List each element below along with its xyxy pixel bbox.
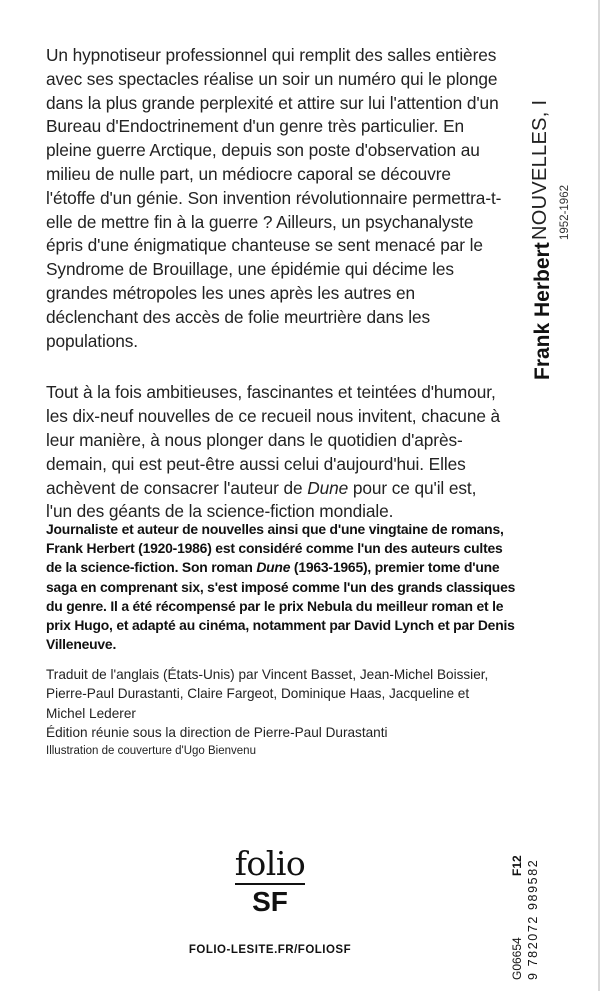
price-code: F12	[510, 855, 524, 876]
barcode-block	[508, 845, 568, 980]
synopsis-paragraph-1: Un hypnotiseur professionnel qui remplit des salles entières avec ses spectacles réalise un soir un numéro qui le plonge dans la plus grande perplexité et attire sur lui l'attention d'un Bureau d'Endoctrinement d'un genre très particulier. En pleine guerre Arctique, depuis son poste d'observation au milieu de nulle part, un médiocre caporal se découvre l'étoffe d'un génie. Son invention révolutionnaire permettra-t-elle de mettre fin à la guerre ? Ailleurs, un psychanalyste épris d'une énigmatique chanteuse se sent menacé par le Syndrome de Brouillage, une épidémie qui décime les grandes métropoles les unes après les autres en déclenchant des accès de folie meurtrière dans les populations.	[46, 45, 502, 351]
edition-credit: Édition réunie sous la direction de Pierre-Paul Durastanti	[46, 724, 388, 740]
synopsis-paragraph-2	[46, 381, 502, 524]
synopsis	[46, 44, 502, 524]
product-code: G06654	[510, 937, 524, 980]
author-bio-start: Journaliste et auteur de nouvelles ainsi que d'une vingtaine de romans, Frank Herbert (1920-1986) est considéré comme l'un des auteurs cultes de la science-fiction. Son roman	[46, 521, 504, 576]
isbn-number: 9 782072 989582	[526, 858, 540, 980]
author-bio	[46, 520, 516, 654]
credits	[46, 665, 506, 760]
logo-rule	[235, 883, 305, 885]
illustration-credit: Illustration de couverture d'Ugo Bienvenu	[46, 745, 256, 758]
synopsis-paragraph-2-start: Tout à la fois ambitieuses, fascinantes et teintées d'humour, les dix-neuf nouvelles de ce recueil nous invitent, chacune à leur manière, à nous plonger dans le quotidien d'après-demain, qui est peut-être aussi celui d'aujourd'hui. Elles achèvent de consacrer l'auteur de	[46, 382, 501, 498]
translators-credit: Traduit de l'anglais (États-Unis) par Vincent Basset, Jean-Michel Boissier, Pierre-Paul Durastanti, Claire Fargeot, Dominique Haas, Jacqueline et Michel Lederer	[46, 667, 489, 721]
synopsis-paragraph-2-end: pour ce qu'il est, l'un des géants de la science-fiction mondiale.	[46, 477, 477, 522]
spine-volume: NOUVELLES, I	[529, 99, 551, 240]
publisher-website[interactable]: FOLIO-LESITE.FR/FOLIOSF	[188, 944, 352, 956]
spine-author: Frank Herbert	[531, 242, 554, 380]
dune-title: Dune	[307, 477, 349, 498]
folio-sf-logo	[225, 844, 315, 917]
logo-collection: SF	[252, 886, 288, 917]
spine-years: 1952-1962	[559, 185, 571, 240]
author-bio-end: (1963-1965), premier tome d'une saga en comprenant six, s'est imposé comme l'un des grands classiques du genre. Il a été récompensé par le prix Nebula du meilleur roman et le prix Hugo, et adapté au cinéma, notamment par David Lynch et par Denis Villeneuve.	[46, 559, 516, 653]
bio-dune-title: Dune	[256, 559, 291, 576]
spine-title-block	[525, 40, 585, 380]
logo-brand: folio	[234, 844, 306, 883]
